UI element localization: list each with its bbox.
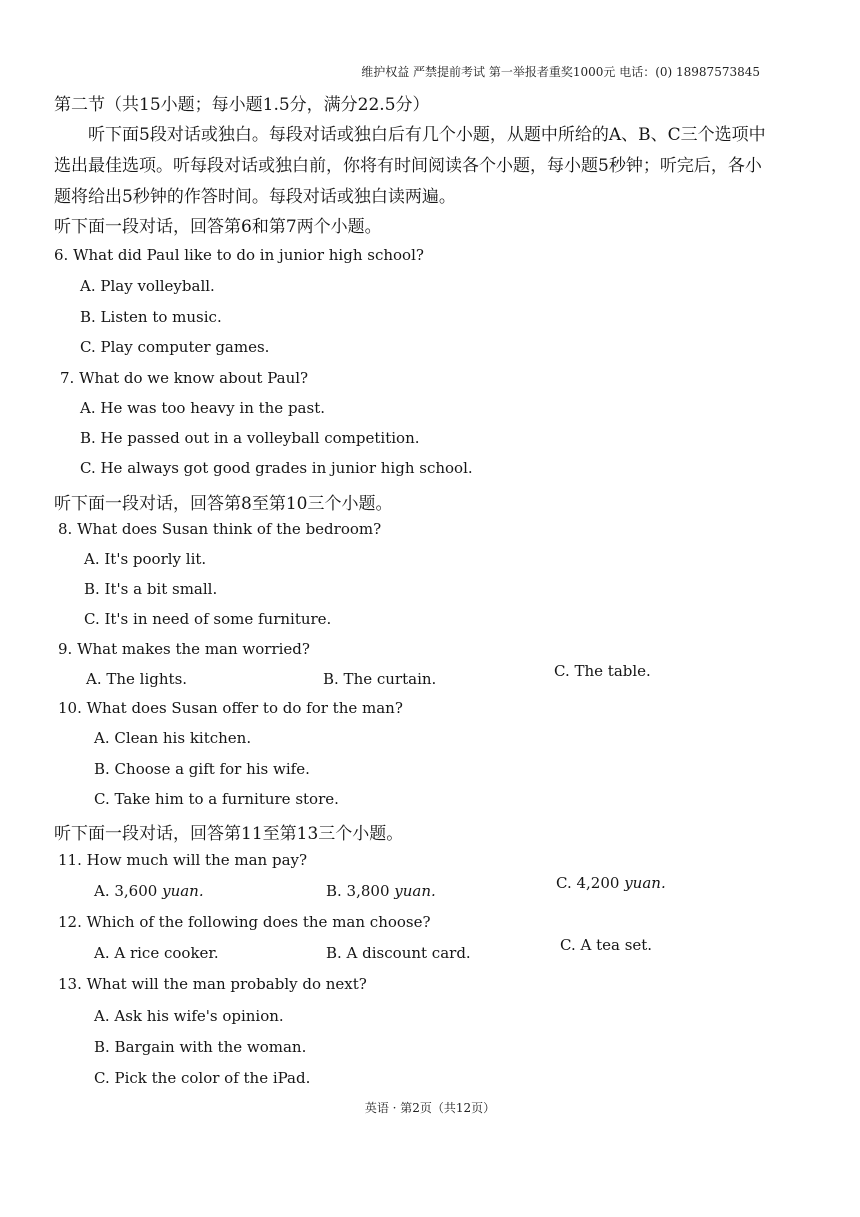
question-11-option-a-unit: yuan. <box>162 882 204 900</box>
question-6-option-c: C. Play computer games. <box>80 338 270 356</box>
question-11-option-b-unit: yuan. <box>394 882 436 900</box>
question-12-option-c: C. A tea set. <box>560 936 653 954</box>
question-11-option-b-amount: B. 3,800 <box>326 882 390 900</box>
question-12-option-b: B. A discount card. <box>326 944 471 962</box>
question-10-option-a: A. Clean his kitchen. <box>94 729 252 747</box>
question-11-stem: 11. How much will the man pay? <box>58 851 308 869</box>
question-13-stem: 13. What will the man probably do next? <box>58 975 367 993</box>
question-12-stem: 12. Which of the following does the man choose? <box>58 913 431 931</box>
page-footer: 英语 · 第2页（共12页） <box>364 1101 496 1115</box>
dialogue-lead-2: 听下面一段对话，回答第8至第10三个小题。 <box>54 494 393 514</box>
question-13-option-c: C. Pick the color of the iPad. <box>94 1069 311 1087</box>
question-8-option-c: C. It's in need of some furniture. <box>84 610 332 628</box>
question-9-option-a: A. The lights. <box>86 670 188 688</box>
question-13-option-a: A. Ask his wife's opinion. <box>94 1007 284 1025</box>
question-13-option-b: B. Bargain with the woman. <box>94 1038 307 1056</box>
question-11-option-c <box>556 874 666 892</box>
dialogue-lead-3: 听下面一段对话，回答第11至第13三个小题。 <box>54 824 404 844</box>
question-6-stem: 6. What did Paul like to do in junior high school? <box>54 246 424 264</box>
question-10-option-c: C. Take him to a furniture store. <box>94 790 339 808</box>
question-9-stem: 9. What makes the man worried? <box>58 640 310 658</box>
section-instructions: 听下面5段对话或独白。每段对话或独白后有几个小题，从题中所给的A、B、C三个选项中选出最佳选项。听每段对话或独白前，你将有时间阅读各个小题，每小题5秒钟；听完后，各小题将给出5秒钟的作答时间。每段对话或独白读两遍。 <box>54 125 766 207</box>
question-7-option-c: C. He always got good grades in junior high school. <box>80 459 473 477</box>
question-10-option-b: B. Choose a gift for his wife. <box>94 760 310 778</box>
question-7-stem: 7. What do we know about Paul? <box>60 369 309 387</box>
question-8-option-b: B. It's a bit small. <box>84 580 218 598</box>
question-11-option-b <box>326 882 436 900</box>
question-11-option-c-unit: yuan. <box>624 874 666 892</box>
question-6-option-b: B. Listen to music. <box>80 308 222 326</box>
page-header-notice: 维护权益 严禁提前考试 第一举报者重奖1000元 电话：(0) 18987573845 <box>361 65 760 79</box>
question-7-option-b: B. He passed out in a volleyball competition. <box>80 429 420 447</box>
question-10-stem: 10. What does Susan offer to do for the man? <box>58 699 403 717</box>
question-9-option-b: B. The curtain. <box>323 670 437 688</box>
question-11-option-a-amount: A. 3,600 <box>94 882 158 900</box>
question-12-option-a: A. A rice cooker. <box>94 944 219 962</box>
question-7-option-a: A. He was too heavy in the past. <box>80 399 325 417</box>
section-title: 第二节（共15小题；每小题1.5分，满分22.5分） <box>54 95 430 115</box>
question-9-option-c: C. The table. <box>554 662 651 680</box>
dialogue-lead-1: 听下面一段对话，回答第6和第7两个小题。 <box>54 217 382 237</box>
question-11-option-a <box>94 882 204 900</box>
question-11-option-c-amount: C. 4,200 <box>556 874 620 892</box>
question-6-option-a: A. Play volleyball. <box>80 277 215 295</box>
question-8-stem: 8. What does Susan think of the bedroom? <box>58 520 382 538</box>
question-8-option-a: A. It's poorly lit. <box>84 550 207 568</box>
